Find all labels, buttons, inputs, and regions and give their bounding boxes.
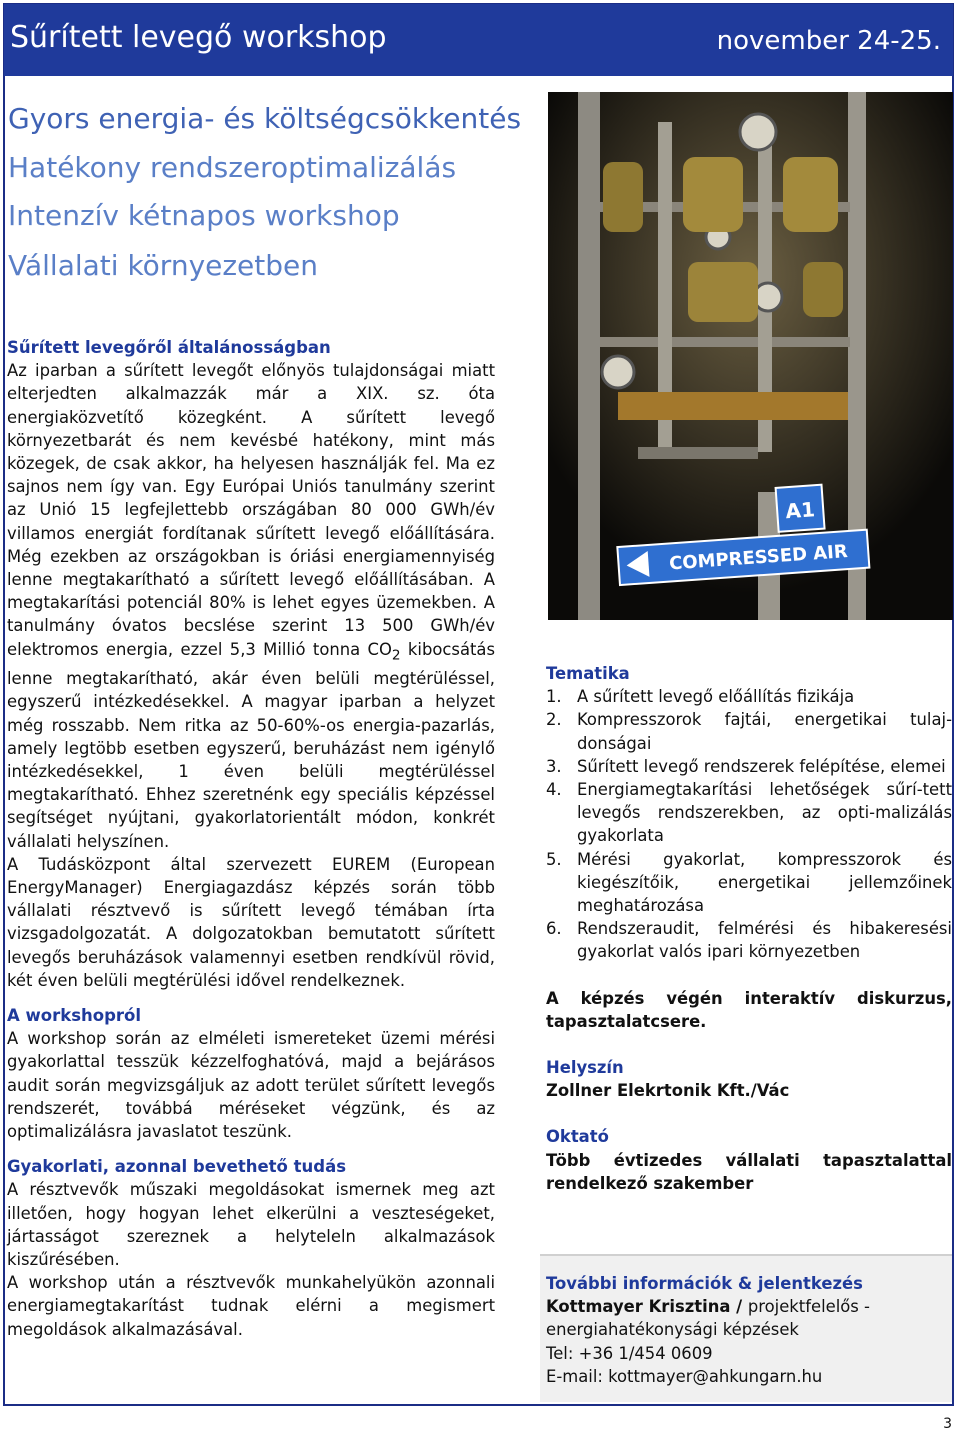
practical-paragraph-1: A résztvevők műszaki megoldásokat ismernek meg azt illetően, hogy hogyan lehet elkerülni a veszteségeket, jártasságot szereznek a helyteleln alkalmazások kiszűrésében. [7,1180,495,1269]
item-number: 6. [546,919,562,939]
section-title-general: Sűrített levegőről általánosságban [7,338,331,357]
header-bar [4,4,953,76]
tematika-item-5 [546,848,952,918]
general-paragraph-1 [7,359,495,853]
venue-title: Helyszín [546,1058,624,1078]
contact-email[interactable]: E-mail: kottmayer@ahkungarn.hu [546,1366,823,1386]
trainer-title: Oktató [546,1127,609,1147]
right-column [546,662,952,1195]
photo-illustration [548,92,953,620]
workshop-date: november 24-25. [716,26,941,56]
headline-1: Gyors energia- és költségcsökkentés [8,102,522,135]
tematika-item-1 [546,685,952,708]
item-text: Sűrített levegő rendszerek felépítése, elemei [577,756,946,776]
tematika-item-4 [546,778,952,848]
contact-role: projektfelelős - energiahatékonysági képzések [546,1297,870,1340]
left-column [7,336,495,1341]
section-title-workshop: A workshopról [7,1005,142,1025]
co2-subscript: 2 [391,646,401,663]
tematika-item-3 [546,755,952,778]
item-text: Rendszeraudit, felmérési és hibakeresési gyakorlat valós ipari környezetben [577,919,952,962]
item-text: Mérési gyakorlat, kompresszorok és kiegészítőik, energetikai jellemzőinek meghatározása [577,849,952,916]
tematika-item-6 [546,917,952,963]
contact-box [540,1254,952,1402]
item-number: 2. [546,710,562,730]
item-text: A sűrített levegő előállítás fizikája [577,687,855,707]
section-title-practical: Gyakorlati, azonnal bevethető tudás [7,1157,347,1177]
page-number: 3 [943,1416,952,1432]
workshop-title: Sűrített levegő workshop [10,20,387,55]
item-number: 3. [546,756,562,776]
contact-person [546,1295,944,1341]
workshop-paragraph: A workshop során az elméleti ismereteket üzemi mérési gyakorlattal tesszük kézzelfoghatóvá, majd a bejárásos audit során megvizsgáljuk az adott terület sűrített levegős rendszerét, továbbá méréseket végzünk, és az optimalizálásra javaslatot teszünk. [7,1029,495,1141]
general-paragraph-2: A Tudásközpont által szervezett EUREM (European EnergyManager) Energiagazdász képzés során több vállalati résztvevő is sűrített levegő témában írta vizsgadolgozatát. A dolgozatokban bemutatott sűrített levegős beruházások valamennyi esetben rendkívül rövid, két éven belüli megtérülési idővel rendelkeznek. [7,854,495,990]
contact-separator: / [730,1297,748,1317]
closing-text: A képzés végén interaktív diskurzus, tapasztalatcsere. [546,988,952,1031]
general-paragraph-1a: Az iparban a sűrített levegőt előnyös tulajdonságai miatt elterjedten alkalmazzák már a XIX. sz. óta energiaközvetítő közegként. A sűrített levegő környezetbarát és nem kevésbé hatékony, mint más közegek, de csak akkor, ha helyesen használják fel. Ma ez sajnos nem így van. Egy Európai Uniós tanulmány szerint az Unió 15 legfejlettebb országában 80 000 GWh/év villamos energiát fordítanak sűrített levegő előállítására. Még ezekben az országokban is óriási energiamennyiség lenne megtakarítható a sűrített levegő előállításában. A megtakarítási potenciál 80% is lehet egyes üzemekben. A tanulmány óvatos becslése szerint 13 500 GWh/év elektromos energia, ezzel 5,3 Millió tonna CO [7,361,495,659]
item-number: 5. [546,849,562,869]
general-paragraph-1b: kibocsátás lenne megtakarítható, akár éven belüli megtérüléssel, egyszerű intézkedésekkel. A magyar iparban a helyzet még rosszabb. Nem ritka az 50-60%-os energia-pazarlás, amely legtöbb esetben egyszerű, beruházást nem igénylő intézkedésekkel, 1 éven belüli megtérüléssel megtakarítható. Ehhez szeretnénk egy speciális képzéssel segítséget nyújtani, gyakorlatorientált módon, konkrét vállalati helyszínen. [7,639,496,851]
practical-paragraph-2: A workshop után a résztvevők munkahelyükön azonnali energiamegtakarítást tudnak elérni a megismert megoldások alkalmazásával. [7,1273,495,1339]
compressed-air-photo [548,92,953,620]
trainer-text: Több évtizedes vállalati tapasztalattal rendelkező szakember [546,1150,952,1193]
sign-code: A1 [784,497,816,524]
contact-title: További információk & jelentkezés [546,1274,863,1293]
item-text: Kompresszorok fajtái, energetikai tulaj-donságai [577,710,952,753]
tematika-item-2 [546,708,952,754]
item-number: 1. [546,687,562,707]
contact-name: Kottmayer Krisztina [546,1297,731,1317]
headline-2: Hatékony rendszeroptimalizálás [8,151,457,184]
headline-3: Intenzív kétnapos workshop [8,199,400,232]
sign-text: COMPRESSED AIR [668,541,849,575]
contact-phone: Tel: +36 1/454 0609 [546,1343,713,1363]
tematika-title: Tematika [546,664,630,683]
tematika-list [546,685,952,963]
item-text: Energiamegtakarítási lehetőségek sűrí-tett levegős rendszerekben, az opti-malizálás gyakorlata [577,780,952,846]
item-number: 4. [546,780,562,800]
venue-text: Zollner Elekrtonik Kft./Vác [546,1081,790,1101]
headline-4: Vállalati környezetben [8,249,319,282]
